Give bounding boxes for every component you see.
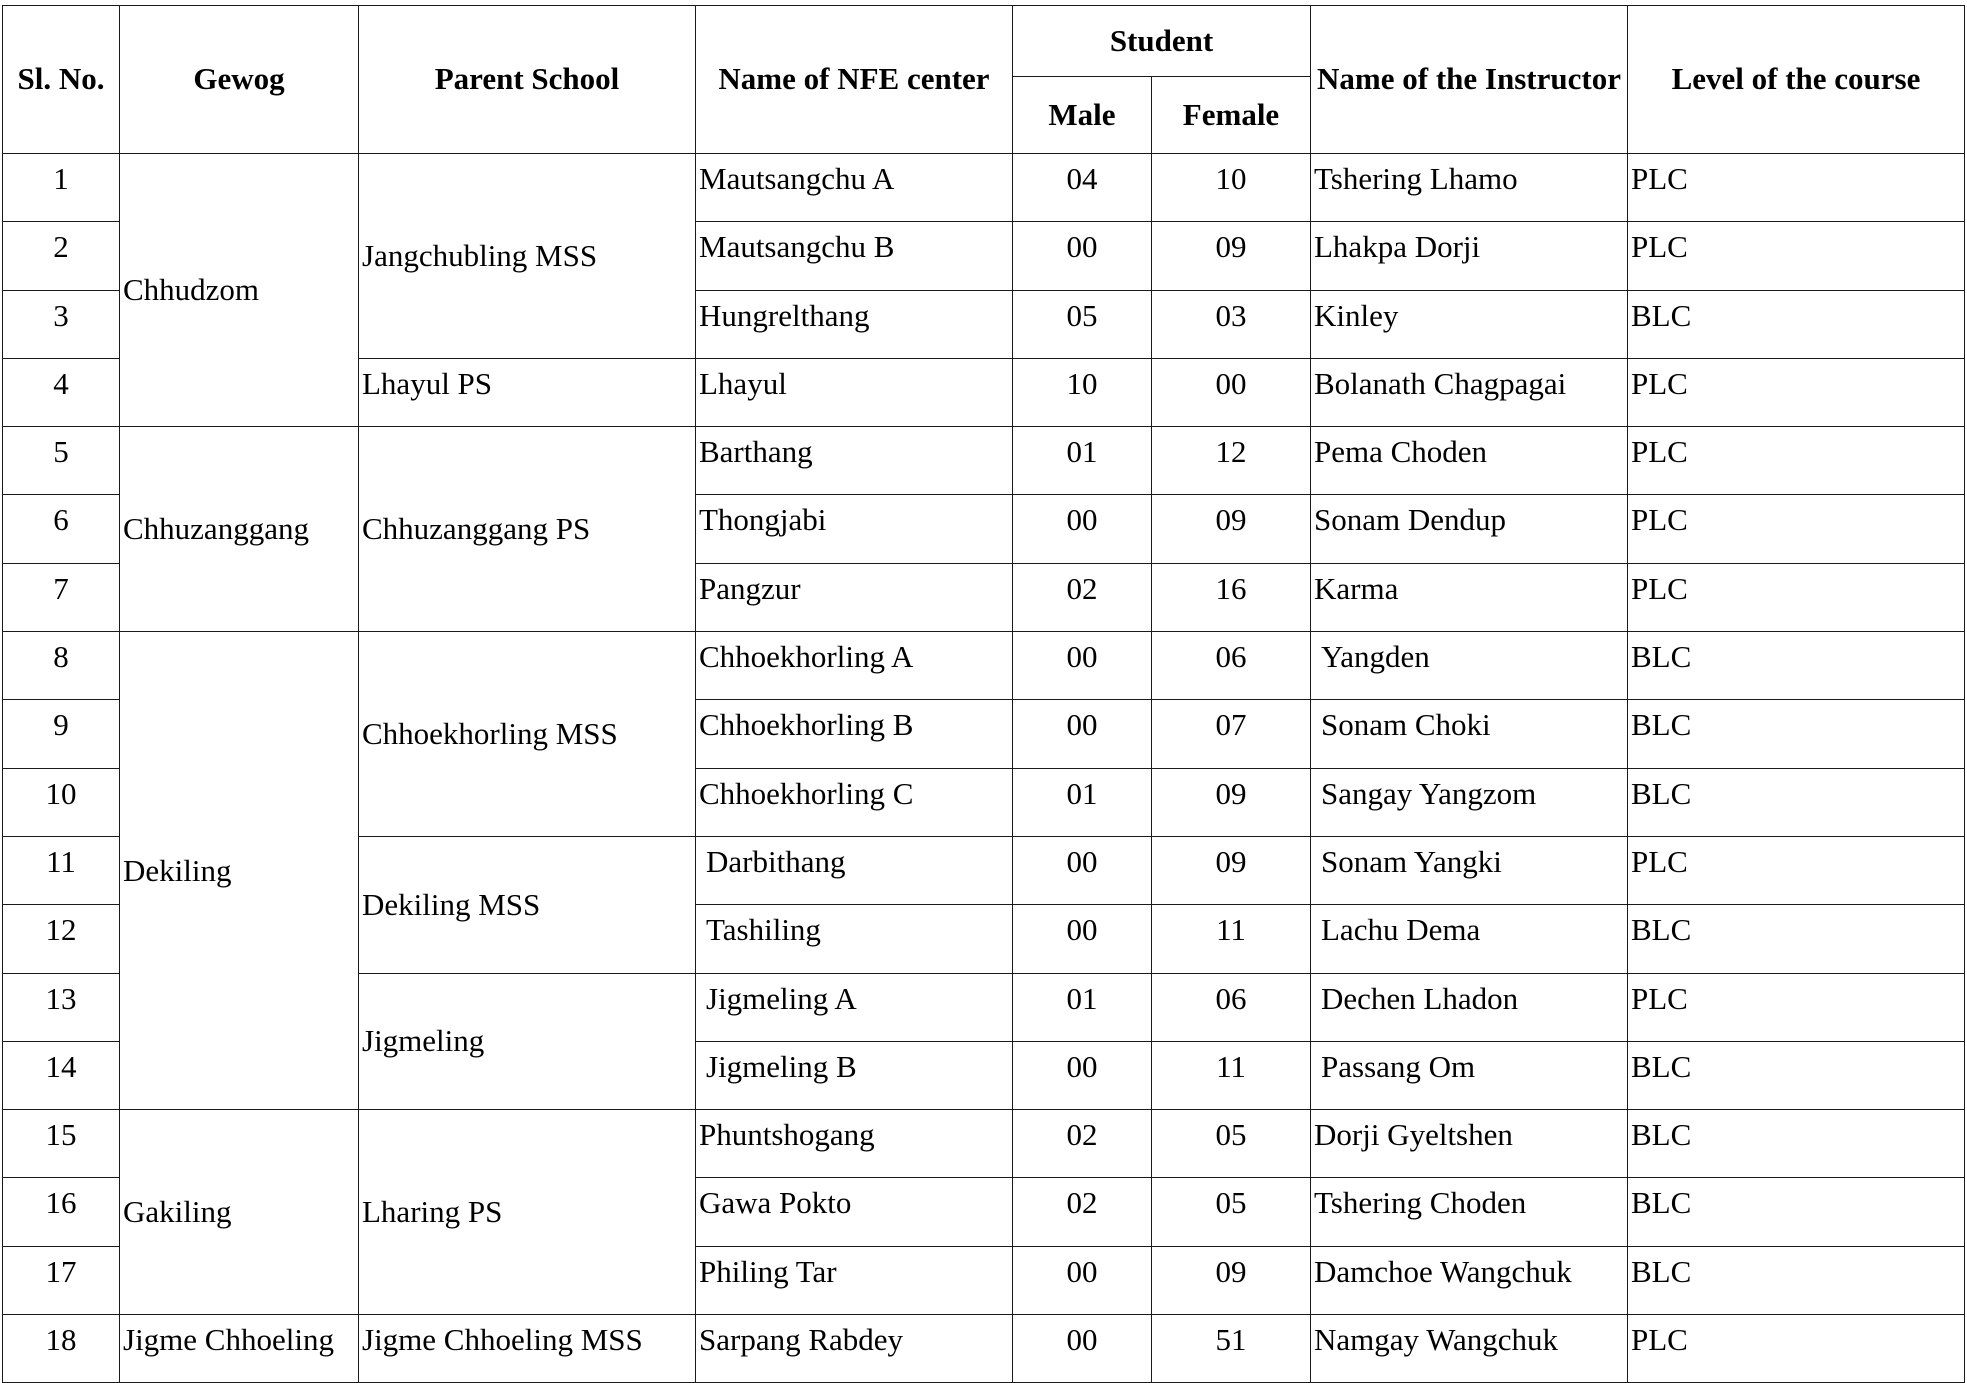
cell-female: 03 (1152, 290, 1311, 358)
cell-sl: 7 (3, 563, 120, 631)
cell-parent-school: Jigmeling (359, 973, 696, 1110)
table-row (3, 154, 1965, 222)
cell-male: 02 (1013, 1110, 1152, 1178)
cell-female: 05 (1152, 1110, 1311, 1178)
cell-gewog: Jigme Chhoeling (120, 1315, 359, 1383)
cell-level: PLC (1628, 358, 1965, 426)
cell-female: 07 (1152, 700, 1311, 768)
cell-center: Darbithang (696, 836, 1013, 904)
cell-male: 00 (1013, 1315, 1152, 1383)
cell-female: 05 (1152, 1178, 1311, 1246)
cell-level: PLC (1628, 154, 1965, 222)
cell-instructor: Sonam Yangki (1311, 836, 1628, 904)
cell-level: BLC (1628, 1110, 1965, 1178)
cell-male: 01 (1013, 427, 1152, 495)
cell-parent-school: Chhuzanggang PS (359, 427, 696, 632)
header-level: Level of the course (1628, 6, 1965, 154)
cell-instructor: Passang Om (1311, 1041, 1628, 1109)
header-male: Male (1013, 77, 1152, 154)
cell-male: 04 (1013, 154, 1152, 222)
cell-center: Phuntshogang (696, 1110, 1013, 1178)
cell-center: Mautsangchu B (696, 222, 1013, 290)
cell-level: BLC (1628, 1041, 1965, 1109)
header-student: Student (1013, 6, 1311, 77)
cell-level: PLC (1628, 427, 1965, 495)
cell-center: Hungrelthang (696, 290, 1013, 358)
table-row (3, 1110, 1965, 1178)
cell-female: 09 (1152, 222, 1311, 290)
cell-level: BLC (1628, 1246, 1965, 1314)
cell-center: Chhoekhorling C (696, 768, 1013, 836)
cell-female: 09 (1152, 495, 1311, 563)
cell-level: PLC (1628, 222, 1965, 290)
cell-sl: 6 (3, 495, 120, 563)
cell-level: PLC (1628, 563, 1965, 631)
cell-female: 09 (1152, 1246, 1311, 1314)
table-row (3, 1315, 1965, 1383)
cell-instructor: Bolanath Chagpagai (1311, 358, 1628, 426)
cell-center: Barthang (696, 427, 1013, 495)
cell-sl: 15 (3, 1110, 120, 1178)
cell-sl: 17 (3, 1246, 120, 1314)
cell-center: Thongjabi (696, 495, 1013, 563)
cell-male: 00 (1013, 700, 1152, 768)
cell-male: 00 (1013, 836, 1152, 904)
header-parent-school: Parent School (359, 6, 696, 154)
cell-female: 11 (1152, 1041, 1311, 1109)
cell-male: 00 (1013, 495, 1152, 563)
cell-male: 00 (1013, 632, 1152, 700)
cell-center: Jigmeling A (696, 973, 1013, 1041)
cell-female: 16 (1152, 563, 1311, 631)
header-nfe-center: Name of NFE center (696, 6, 1013, 154)
cell-sl: 2 (3, 222, 120, 290)
cell-parent-school: Jangchubling MSS (359, 154, 696, 359)
cell-gewog: Chhuzanggang (120, 427, 359, 632)
cell-male: 05 (1013, 290, 1152, 358)
cell-sl: 9 (3, 700, 120, 768)
cell-parent-school: Dekiling MSS (359, 836, 696, 973)
cell-gewog: Dekiling (120, 632, 359, 1110)
cell-level: BLC (1628, 290, 1965, 358)
cell-instructor: Tshering Lhamo (1311, 154, 1628, 222)
cell-level: BLC (1628, 905, 1965, 973)
cell-level: BLC (1628, 768, 1965, 836)
cell-female: 12 (1152, 427, 1311, 495)
cell-center: Mautsangchu A (696, 154, 1013, 222)
cell-instructor: Lachu Dema (1311, 905, 1628, 973)
cell-sl: 4 (3, 358, 120, 426)
cell-female: 06 (1152, 973, 1311, 1041)
cell-sl: 5 (3, 427, 120, 495)
cell-center: Jigmeling B (696, 1041, 1013, 1109)
cell-parent-school: Chhoekhorling MSS (359, 632, 696, 837)
cell-sl: 18 (3, 1315, 120, 1383)
cell-instructor: Tshering Choden (1311, 1178, 1628, 1246)
cell-level: PLC (1628, 973, 1965, 1041)
header-instructor: Name of the Instructor (1311, 6, 1628, 154)
cell-female: 09 (1152, 836, 1311, 904)
cell-center: Tashiling (696, 905, 1013, 973)
cell-gewog: Chhudzom (120, 154, 359, 427)
cell-instructor: Pema Choden (1311, 427, 1628, 495)
cell-instructor: Damchoe Wangchuk (1311, 1246, 1628, 1314)
cell-male: 00 (1013, 222, 1152, 290)
cell-male: 00 (1013, 1246, 1152, 1314)
cell-sl: 11 (3, 836, 120, 904)
table-row (3, 632, 1965, 700)
cell-instructor: Dechen Lhadon (1311, 973, 1628, 1041)
cell-male: 01 (1013, 973, 1152, 1041)
cell-center: Chhoekhorling A (696, 632, 1013, 700)
cell-instructor: Namgay Wangchuk (1311, 1315, 1628, 1383)
header-row (3, 6, 1965, 77)
table-row (3, 427, 1965, 495)
cell-female: 09 (1152, 768, 1311, 836)
nfe-centers-table (2, 5, 1965, 1383)
cell-level: BLC (1628, 700, 1965, 768)
cell-instructor: Sangay Yangzom (1311, 768, 1628, 836)
cell-sl: 3 (3, 290, 120, 358)
cell-level: PLC (1628, 1315, 1965, 1383)
cell-instructor: Kinley (1311, 290, 1628, 358)
cell-female: 00 (1152, 358, 1311, 426)
cell-center: Pangzur (696, 563, 1013, 631)
cell-male: 02 (1013, 1178, 1152, 1246)
header-gewog: Gewog (120, 6, 359, 154)
cell-sl: 14 (3, 1041, 120, 1109)
cell-sl: 10 (3, 768, 120, 836)
header-sl-no: Sl. No. (3, 6, 120, 154)
cell-center: Philing Tar (696, 1246, 1013, 1314)
cell-sl: 12 (3, 905, 120, 973)
cell-sl: 13 (3, 973, 120, 1041)
cell-parent-school: Lhayul PS (359, 358, 696, 426)
cell-center: Gawa Pokto (696, 1178, 1013, 1246)
header-female: Female (1152, 77, 1311, 154)
cell-male: 01 (1013, 768, 1152, 836)
cell-instructor: Sonam Dendup (1311, 495, 1628, 563)
cell-instructor: Lhakpa Dorji (1311, 222, 1628, 290)
cell-male: 02 (1013, 563, 1152, 631)
cell-sl: 1 (3, 154, 120, 222)
cell-female: 11 (1152, 905, 1311, 973)
cell-level: PLC (1628, 836, 1965, 904)
cell-parent-school: Jigme Chhoeling MSS (359, 1315, 696, 1383)
cell-female: 51 (1152, 1315, 1311, 1383)
cell-level: BLC (1628, 632, 1965, 700)
cell-center: Lhayul (696, 358, 1013, 426)
cell-sl: 8 (3, 632, 120, 700)
cell-male: 00 (1013, 1041, 1152, 1109)
cell-female: 06 (1152, 632, 1311, 700)
cell-instructor: Yangden (1311, 632, 1628, 700)
cell-gewog: Gakiling (120, 1110, 359, 1315)
cell-instructor: Sonam Choki (1311, 700, 1628, 768)
cell-instructor: Dorji Gyeltshen (1311, 1110, 1628, 1178)
cell-center: Sarpang Rabdey (696, 1315, 1013, 1383)
cell-female: 10 (1152, 154, 1311, 222)
cell-instructor: Karma (1311, 563, 1628, 631)
cell-male: 00 (1013, 905, 1152, 973)
cell-parent-school: Lharing PS (359, 1110, 696, 1315)
cell-male: 10 (1013, 358, 1152, 426)
cell-level: BLC (1628, 1178, 1965, 1246)
cell-sl: 16 (3, 1178, 120, 1246)
cell-center: Chhoekhorling B (696, 700, 1013, 768)
cell-level: PLC (1628, 495, 1965, 563)
